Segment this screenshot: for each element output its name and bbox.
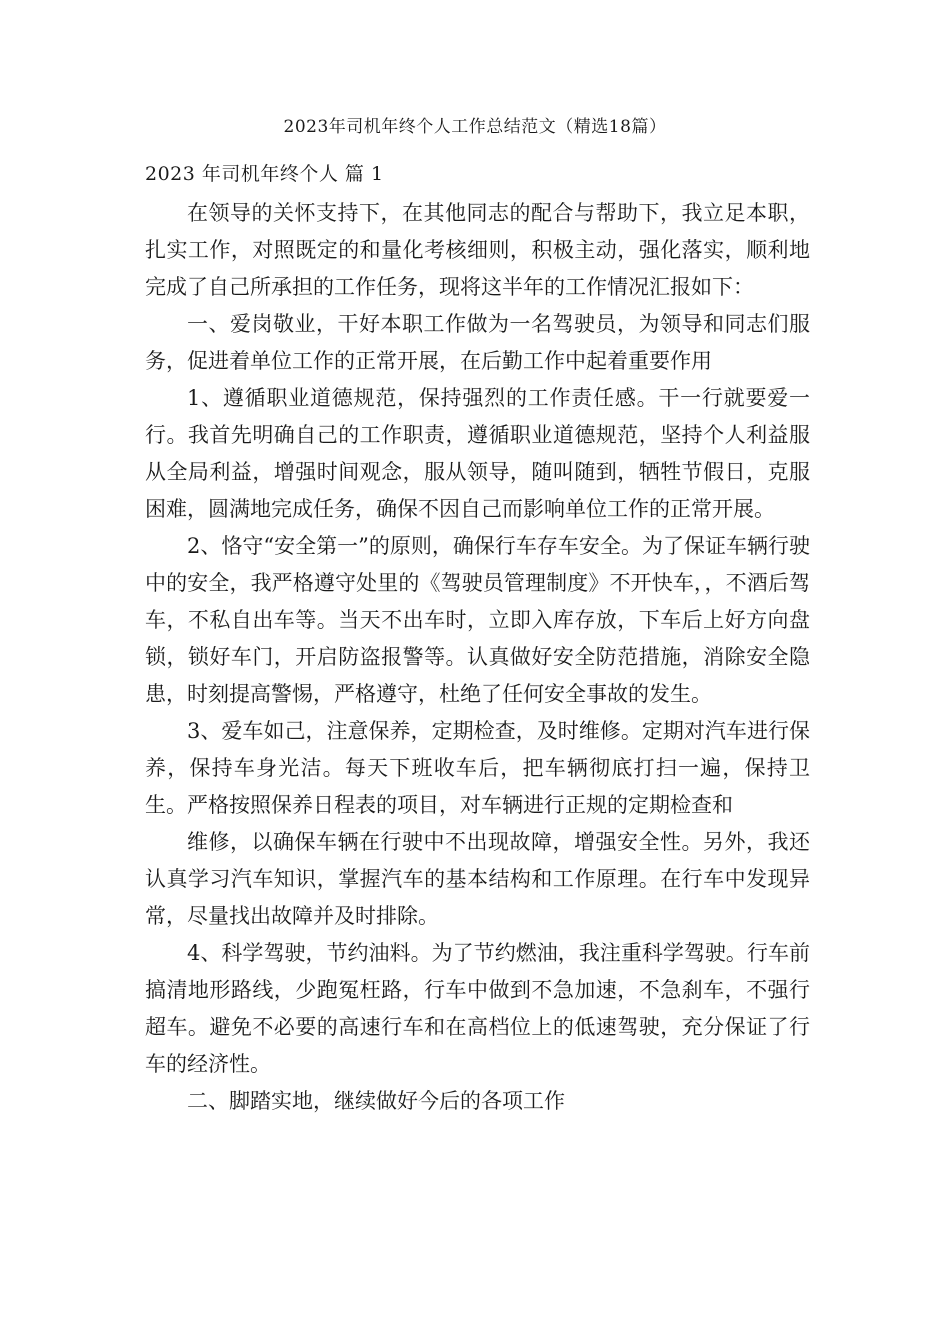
paragraph-item-3: 3、爱车如己，注意保养，定期检查，及时维修。定期对汽车进行保养，保持车身光洁。每天下班收车后，把车辆彻底打扫一遍，保持卫生。严格按照保养日程表的项目，对车辆进行正规的定期检查和 [145, 719, 810, 817]
document-title: 2023年司机年终个人工作总结范文（精选18篇） [283, 117, 667, 137]
paragraph-item-4: 4、科学驾驶，节约油料。为了节约燃油，我注重科学驾驶。行车前搞清地形路线，少跑冤枉路，行车中做到不急加速，不急刹车，不强行超车。避免不必要的高速行车和在高档位上的低速驾驶，充分保证了行车的经济性。 [145, 941, 810, 1076]
document-body [145, 195, 810, 1120]
section-heading: 2023 年司机年终个人 篇 1 [145, 163, 384, 185]
paragraph-item-2: 2、恪守“安全第一”的原则，确保行车存车安全。为了保证车辆行驶中的安全，我严格遵守处里的《驾驶员管理制度》不开快车，，不酒后驾车，不私自出车等。当天不出车时，立即入库存放，下车后上好方向盘锁，锁好车门，开启防盗报警等。认真做好安全防范措施，消除安全隐患，时刻提高警惕，严格遵守，杜绝了任何安全事故的发生。 [145, 534, 810, 706]
paragraph-item-1: 1、遵循职业道德规范，保持强烈的工作责任感。干一行就要爱一行。我首先明确自己的工作职责，遵循职业道德规范，坚持个人利益服从全局利益，增强时间观念，服从领导，随叫随到，牺牲节假日，克服困难，圆满地完成任务，确保不因自己而影响单位工作的正常开展。 [145, 386, 810, 521]
paragraph-intro: 在领导的关怀支持下，在其他同志的配合与帮助下，我立足本职，扎实工作，对照既定的和量化考核细则，积极主动，强化落实，顺利地完成了自己所承担的工作任务，现将这半年的工作情况汇报如下： [145, 201, 810, 299]
paragraph-part-one: 一、爱岗敬业，干好本职工作做为一名驾驶员，为领导和同志们服务，促进着单位工作的正常开展，在后勤工作中起着重要作用 [145, 312, 810, 373]
paragraph-part-two: 二、脚踏实地，继续做好今后的各项工作 [187, 1089, 565, 1113]
paragraph-item-3-continued: 维修，以确保车辆在行驶中不出现故障，增强安全性。另外，我还认真学习汽车知识，掌握汽车的基本结构和工作原理。在行车中发现异常，尽量找出故障并及时排除。 [145, 830, 810, 928]
